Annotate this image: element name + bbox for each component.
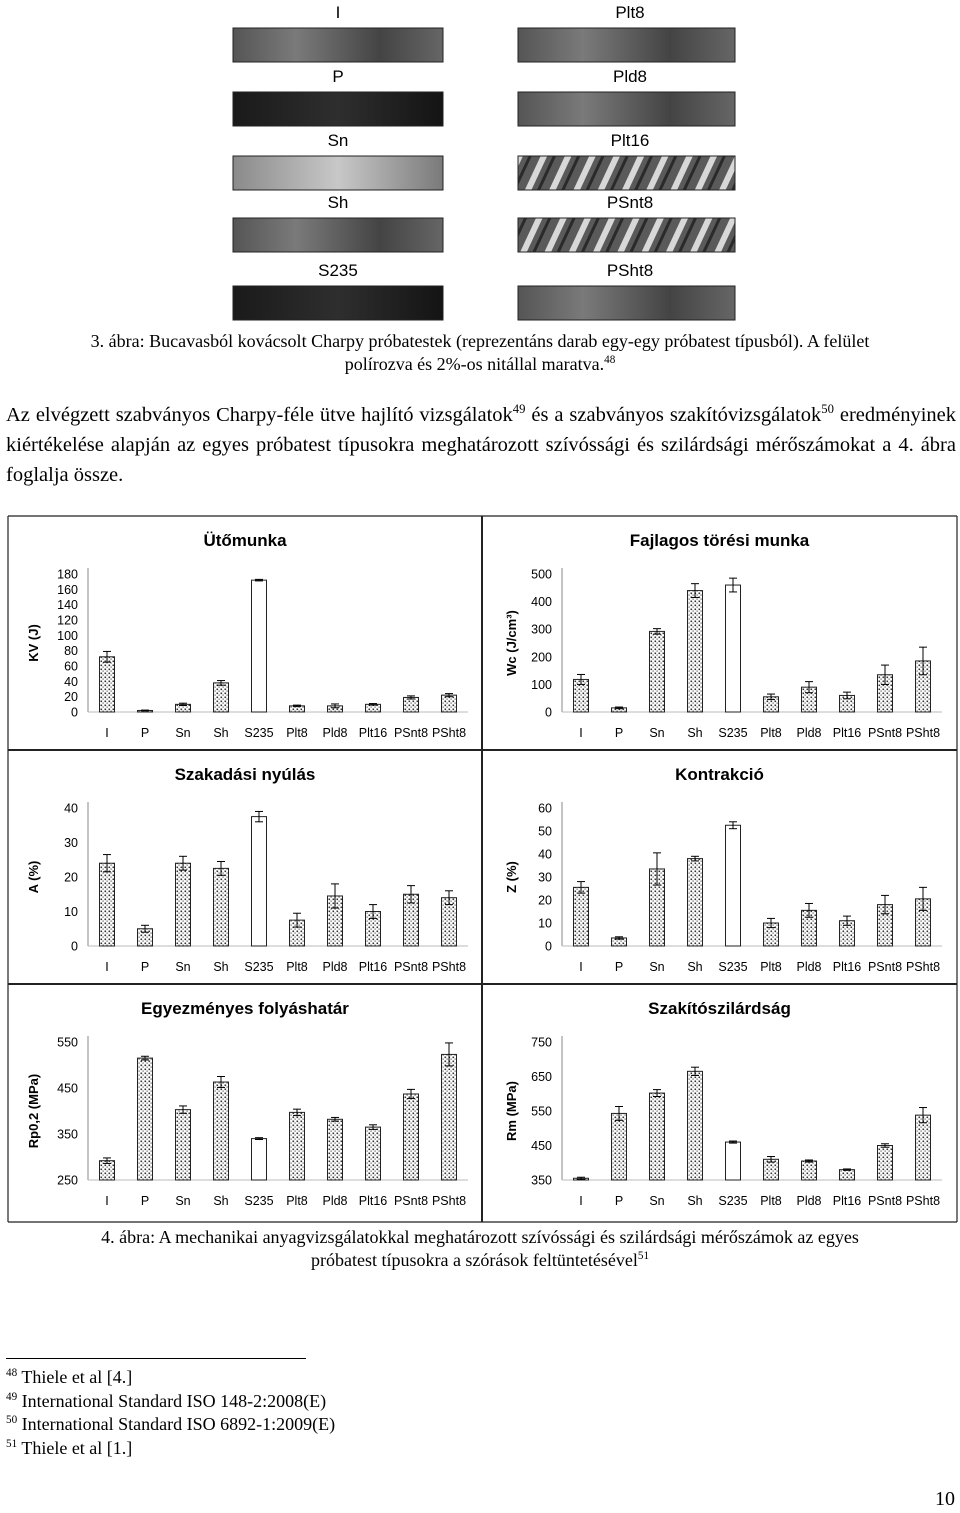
- body-text: eredményinek kiértékelése alapján az egyes próbatest típusokra meghatározott szívóssági és szilárdsági mérőszámokat a 4. ábra foglalja össze.: [6, 404, 956, 486]
- specimen-bar: [233, 28, 443, 62]
- y-tick-label: 180: [57, 567, 78, 582]
- footnote-ref: 48: [604, 354, 616, 366]
- specimen-label: I: [335, 3, 341, 22]
- figure-3-caption-text: polírozva és 2%-os nitállal maratva.: [344, 354, 605, 374]
- footnote-text: Thiele et al [1.]: [21, 1437, 133, 1458]
- chart-panel: [26, 531, 468, 740]
- x-tick-label: Pld8: [796, 960, 822, 974]
- y-tick-label: 80: [64, 644, 78, 659]
- page-number: 10: [935, 1488, 955, 1510]
- y-tick-label: 450: [531, 1139, 552, 1153]
- bar: [574, 887, 589, 946]
- y-tick-label: 20: [64, 870, 78, 885]
- x-tick-label: I: [105, 1194, 109, 1208]
- specimen-label: Plt16: [610, 131, 650, 150]
- bar: [650, 1093, 665, 1180]
- x-tick-label: P: [614, 960, 624, 974]
- x-tick-label: Pld8: [796, 1194, 822, 1208]
- figure-4-caption-line1: 4. ábra: A mechanikai anyagvizsgálatokkal meghatározott szívóssági és szilárdsági mérőszámok az egyes: [101, 1227, 859, 1247]
- figure-3-caption-line2: [0, 353, 960, 376]
- bar: [100, 863, 115, 946]
- specimen-bar: [233, 218, 443, 252]
- x-tick-label: Sn: [649, 1194, 665, 1208]
- y-tick-label: 40: [64, 674, 78, 689]
- chart-panel: [26, 765, 468, 974]
- footnote-number: 51: [6, 1437, 18, 1450]
- x-tick-label: Plt16: [832, 960, 862, 974]
- y-tick-label: 60: [538, 801, 552, 816]
- specimen-label: PSnt8: [606, 193, 654, 212]
- footnote-number: 48: [6, 1367, 18, 1379]
- x-tick-label: Plt8: [286, 960, 308, 974]
- y-tick-label: 140: [57, 598, 78, 613]
- x-tick-label: Plt16: [358, 960, 388, 974]
- bar: [878, 1146, 893, 1181]
- x-tick-label: Plt16: [832, 1194, 862, 1208]
- specimen-bar: [233, 286, 443, 320]
- x-tick-label: P: [614, 1194, 624, 1208]
- bar: [214, 868, 229, 946]
- y-axis-label: Rm (MPa): [504, 1081, 519, 1141]
- x-tick-label: PSht8: [905, 726, 941, 740]
- x-tick-label: Plt8: [760, 1194, 782, 1208]
- x-tick-label: PSht8: [431, 1194, 467, 1208]
- x-tick-label: I: [105, 726, 109, 740]
- x-tick-label: S235: [244, 960, 274, 974]
- x-tick-label: Sh: [687, 960, 703, 974]
- y-tick-label: 0: [71, 939, 78, 954]
- footnote: [6, 1366, 606, 1390]
- y-tick-label: 500: [531, 567, 552, 582]
- specimen-label: Sh: [327, 193, 349, 212]
- y-tick-label: 160: [57, 582, 78, 597]
- chart-panel: [504, 999, 942, 1208]
- specimen-label: PSht8: [606, 261, 654, 280]
- bar: [688, 591, 703, 712]
- specimen-label: Sn: [327, 131, 349, 150]
- bar: [252, 1139, 267, 1180]
- bar: [726, 825, 741, 946]
- y-tick-label: 10: [538, 916, 552, 931]
- footnotes: [6, 1366, 606, 1460]
- x-tick-label: S235: [244, 1194, 274, 1208]
- footnote-ref: 50: [821, 402, 834, 417]
- x-tick-label: P: [140, 960, 150, 974]
- y-tick-label: 200: [531, 650, 552, 665]
- bar: [252, 580, 267, 712]
- chart-title: Szakítószilárdság: [648, 999, 791, 1018]
- bar: [328, 1119, 343, 1180]
- footnote-text: International Standard ISO 6892-1:2009(E): [21, 1414, 336, 1434]
- x-tick-label: Sn: [649, 960, 665, 974]
- x-tick-label: Sn: [175, 726, 191, 740]
- bar: [404, 697, 419, 712]
- y-tick-label: 60: [64, 659, 78, 674]
- y-tick-label: 0: [545, 939, 552, 954]
- bar: [840, 1170, 855, 1180]
- footnote-number: 49: [6, 1390, 18, 1403]
- x-tick-label: PSht8: [905, 960, 941, 974]
- body-text: Az elvégzett szabványos Charpy-féle ütve hajlító vizsgálatok: [6, 404, 513, 426]
- y-tick-label: 0: [71, 705, 78, 720]
- bar: [726, 585, 741, 712]
- y-axis-label: KV (J): [26, 624, 41, 662]
- specimen-label: S235: [318, 261, 358, 280]
- y-tick-label: 40: [538, 847, 552, 862]
- y-tick-label: 40: [64, 801, 78, 816]
- y-tick-label: 30: [64, 836, 78, 850]
- x-tick-label: Plt8: [286, 726, 308, 740]
- x-tick-label: PSnt8: [393, 960, 429, 974]
- x-tick-label: I: [105, 960, 109, 974]
- specimen-bar: [518, 218, 735, 252]
- x-tick-label: Pld8: [322, 1194, 348, 1208]
- specimen-label: Pld8: [612, 67, 648, 86]
- chart-panel: [26, 999, 468, 1208]
- x-tick-label: Sh: [213, 726, 229, 740]
- bar: [214, 1082, 229, 1180]
- bar: [650, 631, 665, 712]
- y-tick-label: 100: [531, 677, 552, 692]
- x-tick-label: Pld8: [322, 960, 348, 974]
- specimen-bar: [233, 92, 443, 126]
- bar: [802, 1161, 817, 1180]
- x-tick-label: Sn: [649, 726, 665, 740]
- chart-title: Fajlagos törési munka: [629, 531, 810, 550]
- figure-4-caption: [0, 1226, 960, 1272]
- x-tick-label: Pld8: [796, 726, 822, 740]
- bar: [726, 1142, 741, 1180]
- y-tick-label: 100: [57, 628, 78, 643]
- chart-title: Szakadási nyúlás: [174, 765, 316, 784]
- bar: [366, 1127, 381, 1180]
- x-tick-label: I: [579, 1194, 583, 1208]
- figure-4-charts: [0, 510, 960, 1225]
- x-tick-label: Sh: [213, 1194, 229, 1208]
- y-tick-label: 0: [545, 705, 552, 720]
- chart-panel: [504, 765, 942, 974]
- bar: [252, 817, 267, 946]
- figure-4-caption-text: próbatest típusokra a szórások feltüntetésével: [310, 1250, 638, 1270]
- bar: [442, 1054, 457, 1180]
- bar: [290, 1112, 305, 1180]
- chart-panel: [504, 531, 942, 740]
- y-tick-label: 120: [57, 613, 78, 628]
- footnote-separator: [6, 1358, 306, 1359]
- x-tick-label: Plt16: [358, 1194, 388, 1208]
- y-tick-label: 10: [64, 905, 78, 919]
- y-tick-label: 350: [57, 1127, 78, 1142]
- specimen-label: P: [332, 67, 344, 86]
- y-tick-label: 750: [531, 1035, 552, 1050]
- y-tick-label: 550: [57, 1035, 78, 1050]
- x-tick-label: S235: [718, 1194, 748, 1208]
- figure-4-caption-line2: [0, 1249, 960, 1272]
- specimen-bar: [233, 156, 443, 190]
- x-tick-label: I: [579, 726, 583, 740]
- x-tick-label: P: [140, 1194, 150, 1208]
- x-tick-label: Sn: [175, 960, 191, 974]
- x-tick-label: PSnt8: [393, 1194, 429, 1208]
- y-axis-label: A (%): [26, 860, 41, 894]
- footnote-number: 50: [6, 1414, 18, 1426]
- footnote-ref: 49: [512, 402, 526, 417]
- x-tick-label: I: [579, 960, 583, 974]
- y-tick-label: 300: [531, 622, 552, 637]
- figure-3-caption: [0, 330, 960, 376]
- body-paragraph: [6, 400, 956, 490]
- x-tick-label: S235: [718, 960, 748, 974]
- chart-title: Kontrakció: [675, 765, 764, 784]
- x-tick-label: Sn: [175, 1194, 191, 1208]
- y-axis-label: Rp0,2 (MPa): [26, 1073, 41, 1149]
- bar: [916, 1115, 931, 1180]
- bar: [176, 1110, 191, 1180]
- y-tick-label: 400: [531, 595, 552, 610]
- bar: [688, 1071, 703, 1180]
- y-tick-label: 650: [531, 1070, 552, 1084]
- x-tick-label: Plt16: [358, 726, 388, 740]
- y-tick-label: 20: [64, 690, 78, 705]
- y-tick-label: 20: [538, 893, 552, 908]
- x-tick-label: S235: [244, 726, 274, 740]
- y-tick-label: 550: [531, 1104, 552, 1119]
- footnote-ref: 51: [637, 1250, 650, 1262]
- x-tick-label: PSnt8: [867, 960, 903, 974]
- y-tick-label: 30: [538, 870, 552, 885]
- bar: [138, 1058, 153, 1180]
- x-tick-label: Plt16: [832, 726, 862, 740]
- x-tick-label: Sh: [213, 960, 229, 974]
- footnote-text: International Standard ISO 148-2:2008(E): [21, 1390, 327, 1411]
- chart-title: Ütőmunka: [203, 531, 287, 550]
- bar: [214, 683, 229, 712]
- specimen-bar: [518, 92, 735, 126]
- specimen-photo: [225, 0, 765, 322]
- specimen-label: Plt8: [615, 3, 645, 22]
- x-tick-label: P: [614, 726, 624, 740]
- x-tick-label: Sh: [687, 1194, 703, 1208]
- footnote-text: Thiele et al [4.]: [21, 1367, 133, 1387]
- bar: [612, 1113, 627, 1180]
- figure-3-caption-line1: 3. ábra: Bucavasból kovácsolt Charpy próbatestek (reprezentáns darab egy-egy próbatest típusból). A felület: [90, 331, 870, 351]
- bar: [404, 1094, 419, 1180]
- footnote: [6, 1437, 606, 1461]
- x-tick-label: PSnt8: [867, 1194, 903, 1208]
- x-tick-label: S235: [718, 726, 748, 740]
- x-tick-label: Plt8: [760, 726, 782, 740]
- y-tick-label: 450: [57, 1081, 78, 1096]
- x-tick-label: P: [140, 726, 150, 740]
- x-tick-label: PSht8: [431, 960, 467, 974]
- bar: [100, 657, 115, 712]
- x-tick-label: PSnt8: [393, 726, 429, 740]
- x-tick-label: PSht8: [905, 1194, 941, 1208]
- bar: [688, 859, 703, 946]
- x-tick-label: Plt8: [760, 960, 782, 974]
- x-tick-label: PSnt8: [867, 726, 903, 740]
- chart-title: Egyezményes folyáshatár: [141, 999, 349, 1018]
- x-tick-label: Pld8: [322, 726, 348, 740]
- footnote: [6, 1413, 606, 1437]
- specimen-bar: [518, 286, 735, 320]
- x-tick-label: Sh: [687, 726, 703, 740]
- y-tick-label: 50: [538, 824, 552, 839]
- x-tick-label: PSht8: [431, 726, 467, 740]
- y-axis-label: Wc (J/cm³): [504, 610, 519, 676]
- footnote: [6, 1390, 606, 1414]
- specimen-bar: [518, 28, 735, 62]
- bar: [176, 863, 191, 946]
- y-tick-label: 250: [57, 1173, 78, 1188]
- y-tick-label: 350: [531, 1173, 552, 1188]
- y-axis-label: Z (%): [504, 861, 519, 893]
- specimen-bar: [518, 156, 735, 190]
- bar: [442, 695, 457, 712]
- body-text: és a szabványos szakítóvizsgálatok: [525, 404, 822, 426]
- x-tick-label: Plt8: [286, 1194, 308, 1208]
